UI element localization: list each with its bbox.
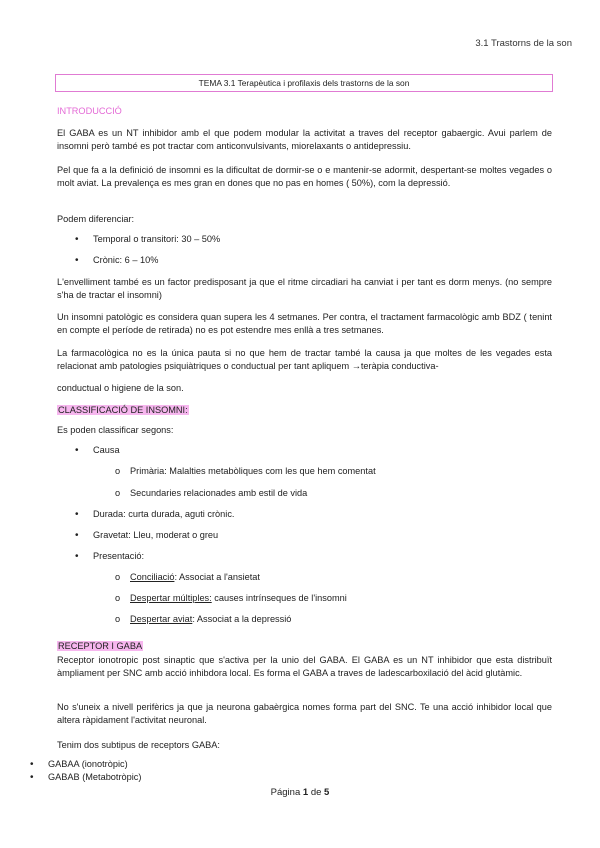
bullet-icon: • [75,530,79,541]
page-footer: Página 1 de 5 [270,787,330,798]
presentacio-subitem: o Despertar aviat: Associat a la depressió [115,614,292,624]
bullet-icon: • [75,255,79,266]
topic-title-box: TEMA 3.1 Terapèutica i profilaxis dels trastorns de la son [55,74,553,92]
bullet-icon: • [75,551,79,562]
presentacio-subitem: o Despertar múltiples: causes intrínseques de l'insomni [115,593,347,603]
intro-list-item: • Temporal o transitori: 30 – 50% [75,234,221,245]
causa-subitem: o Primària: Malalties metabòliques com les que hem comentat [115,466,376,476]
bullet-icon: • [30,772,34,783]
intro-paragraph-6: La farmacològica no es la única pauta si no que hem de tractar també la causa ja que moltes de les vegades esta relacionat amb patologies psiquiàtriques o conductual per tant apliquem →teràpia conductiva- [57,348,552,372]
classification-item-gravetat: • Gravetat: Lleu, moderat o greu [75,530,219,541]
intro-heading-text: INTRODUCCIÓ [57,106,122,116]
intro-paragraph-2: Pel que fa a la definició de insomni es la dificultat de dormir-se o e mantenir-se adormit, despertant-se moltes vegades o molt aviat. La prevalença es mes gran en dones que no pas en homes ( 50%), com la depressió. [57,165,552,189]
circle-bullet-icon: o [115,593,121,603]
classification-intro: Es poden classificar segons: [57,425,174,435]
classification-heading-text: CLASSIFICACIÓ DE INSOMNI: [58,405,188,415]
intro-paragraph-4: L'envelliment també es un factor predisposant ja que el ritme circadiari ha canviat i per tant es dorm menys. (no sempre s'ha de tractar el insomni) [57,277,552,301]
intro-paragraph-7: conductual o higiene de la son. [57,383,184,393]
current-page-number: 1 [302,787,309,798]
intro-paragraph-3: Podem diferenciar: [57,214,135,224]
bullet-icon: • [30,759,34,770]
presentacio-subitem: o Conciliació: Associat a l'ansietat [115,572,260,582]
classification-heading [57,404,552,417]
receptor-heading [57,640,552,653]
receptor-paragraph-2: No s'uneix a nivell perifèrics ja que ja neurona gabaèrgica nomes forma part del SNC. Te una acció inhibidor local que altera ràpidament l'activitat neuronal. [57,702,552,726]
receptor-list-item: • GABAB (Metabotròpic) [30,772,142,783]
receptor-list-item: • GABAA (ionotròpic) [30,759,128,770]
running-header: 3.1 Trastorns de la son [475,38,572,49]
bullet-icon: • [75,509,79,520]
receptor-paragraph-3: Tenim dos subtipus de receptors GABA: [57,740,220,750]
circle-bullet-icon: o [115,614,121,624]
intro-heading [57,105,552,118]
circle-bullet-icon: o [115,572,121,582]
classification-item-presentacio: • Presentació: [75,551,145,562]
causa-subitem: o Secundaries relacionades amb estil de vida [115,488,308,498]
receptor-heading-text: RECEPTOR I GABA [58,641,143,651]
classification-item-causa: • Causa [75,445,120,456]
total-pages-number: 5 [324,787,330,798]
intro-list-item: • Crònic: 6 – 10% [75,255,159,266]
circle-bullet-icon: o [115,466,121,476]
classification-item-durada: • Durada: curta durada, aguti crònic. [75,509,235,520]
bullet-icon: • [75,234,79,245]
intro-paragraph-1: El GABA es un NT inhibidor amb el que podem modular la activitat a traves del receptor gabaergic. Avui parlem de insomni però també es pot tractar com anticonvulsivants, miorelaxants o antidepressiu. [57,128,552,152]
receptor-paragraph-1: Receptor ionotropic post sinaptic que s'activa per la unio del GABA. El GABA es un NT inhibidor que esta distribuït àmpliament per SNC amb acció inhibdora local. Es forma el GABA a traves de ladescarboxilació del àcid glutàmic. [57,655,552,679]
intro-paragraph-5: Un insomni patològic es considera quan supera les 4 setmanes. Per contra, el tractament farmacològic amb BDZ ( tenint en compte el període de retirada) no es pot estendre mes enllà a tres setmanes. [57,312,552,336]
bullet-icon: • [75,445,79,456]
circle-bullet-icon: o [115,488,121,498]
